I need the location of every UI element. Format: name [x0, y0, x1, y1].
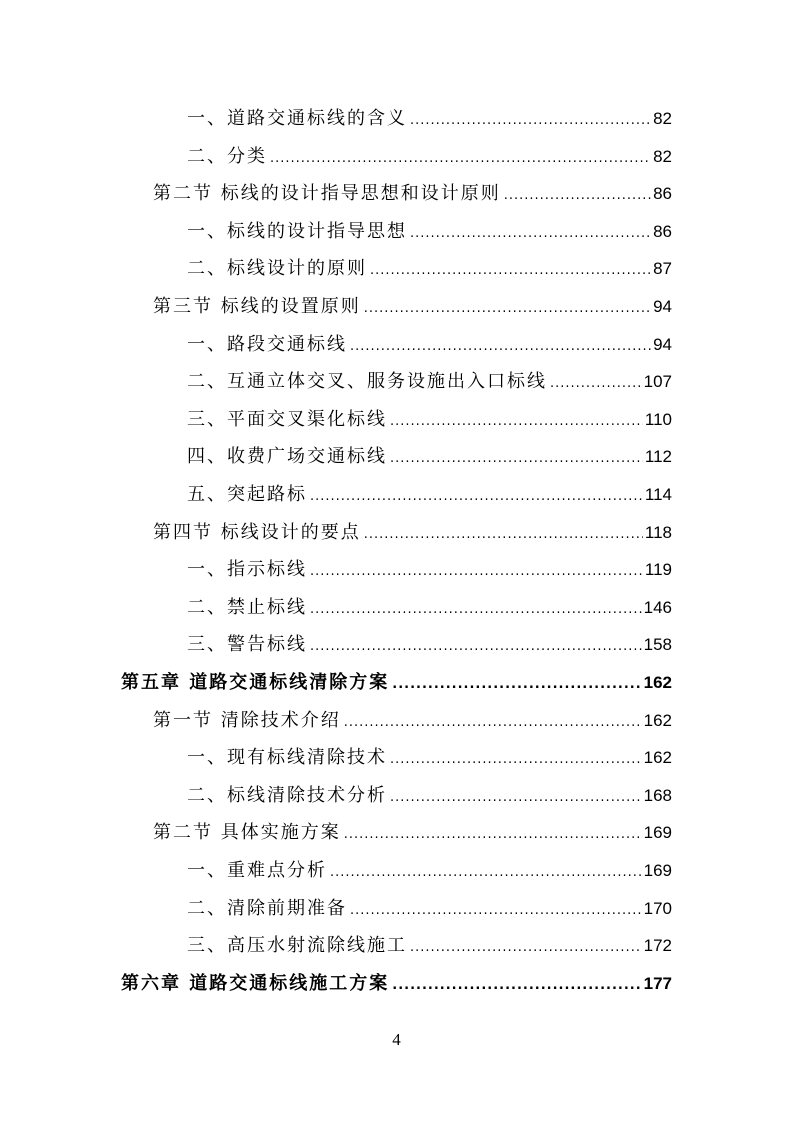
- toc-entry-title: 四、收费广场交通标线: [187, 446, 387, 468]
- toc-entry-title: 五、突起路标: [187, 484, 307, 505]
- toc-subsection-entry[interactable]: [187, 331, 672, 359]
- toc-dot-leader: [310, 633, 642, 661]
- toc-dot-leader: [370, 257, 651, 285]
- toc-entry-page: 162: [643, 673, 672, 692]
- toc-entry-title: 二、标线清除技术分析: [187, 784, 387, 806]
- toc-entry-page: 172: [643, 936, 672, 956]
- toc-entry-page: 110: [644, 409, 672, 429]
- toc-section-entry[interactable]: [153, 180, 672, 208]
- toc-subsection-entry[interactable]: [187, 143, 672, 171]
- toc-dot-leader: [330, 859, 642, 887]
- toc-entry-title: 一、道路交通标线的含义: [187, 108, 407, 129]
- toc-entry-page: 177: [643, 973, 672, 993]
- toc-subsection-entry[interactable]: [187, 631, 672, 659]
- toc-entry-page: 170: [643, 898, 672, 918]
- toc-dot-leader: [344, 709, 642, 737]
- toc-subsection-entry[interactable]: [187, 443, 672, 471]
- toc-entry-title: 三、高压水射流除线施工: [187, 935, 407, 957]
- toc-entry-page: 94: [653, 297, 672, 316]
- toc-entry-page: 168: [643, 785, 672, 805]
- toc-subsection-entry[interactable]: [187, 857, 672, 885]
- toc-entry-title: 一、现有标线清除技术: [187, 747, 387, 769]
- toc-subsection-entry[interactable]: [187, 406, 672, 434]
- toc-subsection-entry[interactable]: [187, 744, 672, 772]
- toc-dot-leader: [410, 934, 642, 962]
- toc-dot-leader: [390, 408, 643, 436]
- toc-entry-title: 第六章 道路交通标线施工方案: [121, 972, 390, 994]
- toc-chapter-entry[interactable]: [121, 669, 672, 697]
- toc-subsection-entry[interactable]: [187, 556, 672, 584]
- toc-entry-title: 二、禁止标线: [187, 596, 307, 618]
- toc-entry-page: 119: [644, 560, 672, 580]
- toc-entry-page: 87: [653, 259, 672, 279]
- toc-entry-title: 二、分类: [187, 145, 267, 167]
- toc-entry-title: 第五章 道路交通标线清除方案: [121, 672, 390, 693]
- toc-dot-leader: [390, 746, 642, 774]
- toc-dot-leader: [550, 370, 642, 398]
- toc-dot-leader: [364, 521, 643, 549]
- toc-subsection-entry[interactable]: [187, 895, 672, 923]
- toc-entry-title: 一、路段交通标线: [187, 333, 347, 355]
- toc-entry-title: 第三节 标线的设置原则: [153, 296, 361, 317]
- toc-dot-leader: [392, 671, 641, 699]
- toc-subsection-entry[interactable]: [187, 594, 672, 622]
- toc-dot-leader: [270, 145, 651, 173]
- toc-dot-leader: [310, 558, 643, 586]
- toc-entry-page: 86: [653, 184, 672, 204]
- toc-entry-page: 158: [643, 635, 672, 655]
- toc-entry-page: 118: [644, 522, 672, 542]
- toc-dot-leader: [504, 182, 651, 210]
- toc-entry-title: 二、清除前期准备: [187, 897, 347, 919]
- toc-entry-page: 114: [644, 485, 672, 504]
- toc-subsection-entry[interactable]: [187, 218, 672, 246]
- toc-dot-leader: [390, 784, 642, 812]
- toc-dot-leader: [390, 445, 643, 473]
- toc-entry-page: 86: [653, 221, 672, 241]
- toc-dot-leader: [310, 596, 642, 624]
- toc-entry-page: 112: [644, 447, 672, 467]
- toc-subsection-entry[interactable]: [187, 481, 672, 509]
- toc-dot-leader: [410, 107, 651, 135]
- toc-section-entry[interactable]: [153, 293, 672, 321]
- toc-subsection-entry[interactable]: [187, 255, 672, 283]
- toc-subsection-entry[interactable]: [187, 368, 672, 396]
- toc-dot-leader: [392, 972, 641, 1000]
- toc-subsection-entry[interactable]: [187, 932, 672, 960]
- toc-entry-page: 162: [643, 748, 672, 768]
- toc-subsection-entry[interactable]: [187, 782, 672, 810]
- toc-entry-title: 二、标线设计的原则: [187, 258, 367, 280]
- toc-entry-title: 二、互通立体交叉、服务设施出入口标线: [187, 371, 547, 393]
- toc-entry-title: 三、警告标线: [187, 634, 307, 656]
- toc-chapter-entry[interactable]: [121, 970, 672, 998]
- toc-dot-leader: [344, 821, 642, 849]
- toc-section-entry[interactable]: [153, 519, 672, 547]
- toc-dot-leader: [364, 295, 651, 323]
- toc-entry-page: 169: [643, 861, 672, 880]
- toc-section-entry[interactable]: [153, 819, 672, 847]
- toc-entry-page: 162: [643, 710, 672, 730]
- toc-entry-page: 107: [643, 372, 672, 392]
- page-number: 4: [392, 1030, 401, 1049]
- toc-dot-leader: [350, 897, 642, 925]
- toc-entry-page: 82: [653, 109, 672, 128]
- toc-entry-page: 82: [653, 146, 672, 166]
- toc-entry-title: 第一节 清除技术介绍: [153, 709, 341, 731]
- toc-entry-title: 第二节 标线的设计指导思想和设计原则: [153, 183, 501, 205]
- toc-section-entry[interactable]: [153, 707, 672, 735]
- toc-entry-title: 第二节 具体实施方案: [153, 822, 341, 844]
- toc-dot-leader: [410, 220, 651, 248]
- toc-dot-leader: [310, 483, 643, 511]
- toc-subsection-entry[interactable]: [187, 105, 672, 133]
- toc-dot-leader: [350, 333, 651, 361]
- toc-entry-title: 一、重难点分析: [187, 860, 327, 881]
- toc-entry-page: 169: [643, 823, 672, 843]
- toc-entry-title: 一、标线的设计指导思想: [187, 220, 407, 242]
- toc-entry-page: 94: [653, 334, 672, 354]
- toc-entry-title: 第四节 标线设计的要点: [153, 521, 361, 543]
- toc-entry-page: 146: [643, 597, 672, 617]
- toc-entry-title: 一、指示标线: [187, 559, 307, 581]
- toc-entry-title: 三、平面交叉渠化标线: [187, 408, 387, 430]
